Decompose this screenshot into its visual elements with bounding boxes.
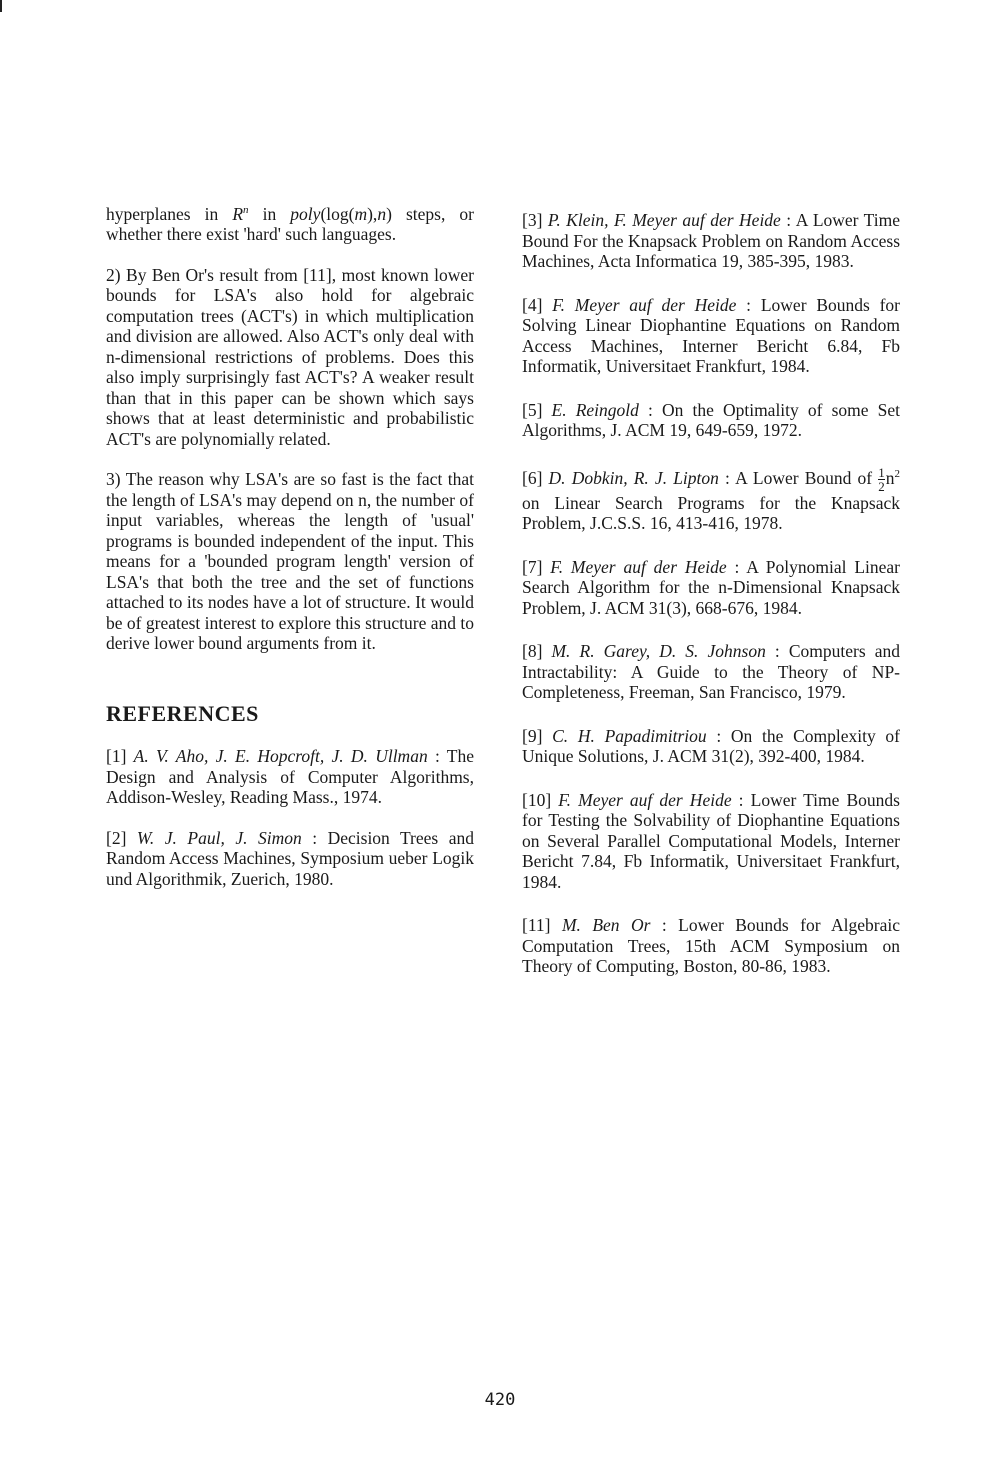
ref-authors: D. Dobkin, R. J. Lipton: [548, 467, 719, 488]
para-text: ),: [367, 203, 378, 224]
ref-separator: :: [718, 467, 736, 488]
ref-separator: :: [650, 915, 679, 936]
ref-number: [4]: [522, 294, 543, 315]
ref-number: [9]: [522, 725, 543, 746]
ref-separator: :: [765, 641, 789, 662]
math-var: n: [377, 203, 387, 224]
math-sup: 2: [894, 467, 900, 480]
ref-authors: M. R. Garey, D. S. Johnson: [551, 641, 766, 662]
scan-edge-mark: [0, 0, 2, 12]
ref-authors: F. Meyer auf der Heide: [550, 556, 727, 577]
ref-number: [3]: [522, 210, 543, 230]
ref-separator: :: [301, 827, 328, 848]
ref-text: The Design and Analysis of Computer Algorithms, Addison-Wesley, Reading Mass., 1974.: [106, 746, 474, 808]
ref-separator: :: [706, 725, 731, 746]
reference-11: [522, 915, 900, 977]
reference-1: [106, 746, 474, 808]
para-text: in: [248, 203, 291, 224]
ref-text: A Lower Bound of: [735, 467, 879, 488]
para-text: ) steps, or whether there exist 'hard' such languages.: [106, 203, 474, 245]
reference-4: [522, 295, 900, 377]
ref-text: A Polynomial Linear Search Algorithm for the n-Dimensional Knapsack Problem, J. ACM 31(3), 668-676, 1984.: [522, 556, 901, 618]
math-var: n: [885, 467, 895, 488]
reference-7: [522, 557, 900, 619]
ref-number: [10]: [522, 789, 552, 810]
ref-authors: F. Meyer auf der Heide: [558, 789, 732, 810]
fraction-numerator: 1: [878, 464, 885, 480]
para-text: hyperplanes in: [106, 203, 233, 224]
ref-separator: :: [638, 399, 662, 420]
reference-8: [522, 641, 900, 703]
para-text: (log(: [320, 203, 355, 224]
ref-authors: F. Meyer auf der Heide: [552, 294, 737, 315]
ref-number: [11]: [522, 915, 551, 936]
paragraph-ben-or: 2) By Ben Or's result from [11], most known lower bounds for LSA's also hold for algebraic computation trees (ACT's) in which multiplication and division are allowed. Also ACT's only deal with n-dimensional restrictions of problems. Does this also imply surprisingly fast ACT's? A weaker result than that in this paper can be shown which says shows that at least deterministic and probabilistic ACT's are polynomially related.: [106, 264, 474, 449]
ref-number: [8]: [522, 641, 543, 662]
ref-text: Lower Bounds for Algebraic Computation Trees, 15th ACM Symposium on Theory of Computing, Boston, 80-86, 1983.: [522, 915, 901, 977]
ref-text: Decision Trees and Random Access Machines, Symposium ueber Logik und Algorithmik, Zuerich, 1980.: [106, 827, 474, 889]
reference-6: [522, 464, 900, 534]
reference-2: [106, 828, 474, 890]
ref-authors: W. J. Paul, J. Simon: [136, 827, 302, 848]
ref-text: Lower Time Bounds for Testing the Solvability of Diophantine Equations on Several Parallel Computational Models, Interner Bericht 7.84, Fb Informatik, Universitaet Frankfurt, 1984.: [522, 789, 900, 892]
math-var: R: [232, 203, 244, 224]
ref-authors: A. V. Aho, J. E. Hopcroft, J. D. Ullman: [133, 746, 428, 767]
left-column: [106, 200, 474, 909]
ref-text: Lower Bounds for Solving Linear Diophantine Equations on Random Access Machines, Interner Bericht 6.84, Fb Informatik, Universitaet Frankfurt, 1984.: [522, 294, 900, 376]
ref-number: [7]: [522, 556, 543, 577]
reference-3: [522, 210, 900, 272]
ref-text: A Lower Time Bound For the Knapsack Problem on Random Access Machines, Acta Informatica 19, 385-395, 1983.: [522, 210, 900, 271]
ref-number: [2]: [106, 827, 127, 848]
ref-separator: :: [731, 789, 751, 810]
ref-text: Computers and Intractability: A Guide to the Theory of NP-Completeness, Freeman, San Francisco, 1979.: [522, 641, 900, 703]
ref-number: [5]: [522, 399, 543, 420]
reference-5: [522, 400, 900, 441]
ref-separator: :: [736, 294, 761, 315]
ref-authors: M. Ben Or: [561, 915, 651, 936]
math-func: poly: [290, 203, 321, 224]
ref-authors: P. Klein, F. Meyer auf der Heide: [547, 210, 781, 230]
ref-separator: :: [780, 210, 796, 230]
ref-separator: :: [427, 746, 447, 767]
reference-9: [522, 726, 900, 767]
ref-number: [1]: [106, 746, 127, 767]
math-sup: n: [243, 204, 249, 216]
ref-text: on Linear Search Programs for the Knapsack Problem, J.C.S.S. 16, 413-416, 1978.: [522, 492, 900, 534]
reference-10: [522, 790, 900, 893]
ref-text: On the Optimality of some Set Algorithms, J. ACM 19, 649-659, 1972.: [522, 399, 900, 440]
ref-number: [6]: [522, 467, 543, 488]
ref-separator: :: [726, 556, 747, 577]
math-var: m: [354, 203, 368, 224]
ref-authors: E. Reingold: [551, 399, 639, 420]
paragraph-hyperplanes: [106, 200, 474, 245]
ref-authors: C. H. Papadimitriou: [552, 725, 707, 746]
paragraph-lsa-reason: 3) The reason why LSA's are so fast is the fact that the length of LSA's may depend on n, the number of input variables, whereas the length of 'usual' programs is bounded independent of the input. This means for a 'bounded program length' version of LSA's that both the tree and the set of functions attached to its nodes have a lot of structure. It would be of greatest interest to explore this structure and to derive lower bound arguments from it.: [106, 469, 474, 654]
fraction-half: [878, 466, 885, 493]
right-column: [522, 210, 900, 1000]
ref-text: On the Complexity of Unique Solutions, J. ACM 31(2), 392-400, 1984.: [522, 725, 900, 767]
fraction-denominator: 2: [878, 478, 885, 494]
page-number: 420: [484, 1390, 516, 1410]
references-heading: REFERENCES: [106, 700, 259, 726]
